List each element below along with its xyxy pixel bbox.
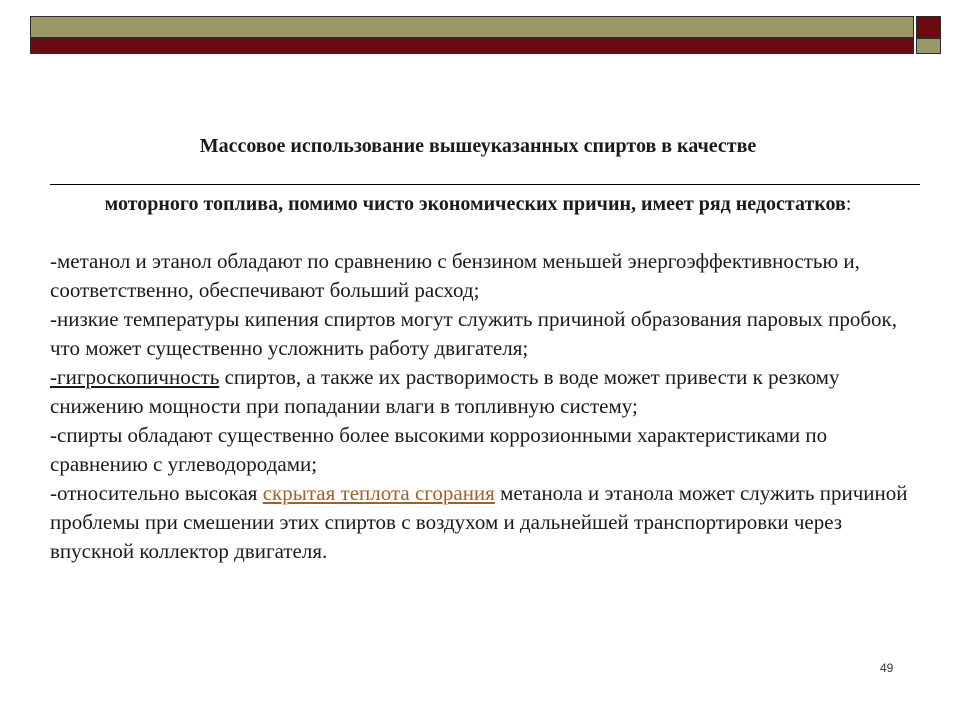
page-number: 49	[880, 661, 894, 675]
list-item-methanol-ethanol: -метанол и этанол обладают по сравнению с бензином меньшей энергоэффективностью и, соответственно, обеспечивают больший расход;	[50, 249, 860, 302]
list-item-hygroscopicity	[50, 363, 920, 421]
header-square-olive	[916, 38, 941, 54]
latent-heat-link[interactable]: скрытая теплота сгорания	[262, 481, 495, 505]
slide-body	[50, 247, 920, 566]
hygroscopicity-text: спиртов, а также их растворимость в воде может привести к резкому снижению мощности при попадании влаги в топливную систему;	[50, 365, 840, 418]
header-bar-red	[30, 38, 914, 54]
title-divider	[50, 184, 920, 185]
slide-title: Массовое использование вышеуказанных спиртов в качестве	[199, 135, 757, 157]
latent-heat-prefix: -относительно высокая	[50, 481, 263, 505]
slide-subtitle	[50, 190, 906, 218]
latent-heat-text: метанола и этанола может служить причиной проблемы при смешении этих спиртов с воздухом и дальнейшей транспортировки через впускной коллектор двигателя.	[50, 481, 908, 563]
header-square-red	[916, 16, 941, 38]
list-item-corrosion: -спирты обладают существенно более высокими коррозионными характеристиками по сравнению с углеводородами;	[50, 423, 828, 476]
subtitle-text: моторного топлива, помимо чисто экономических причин, имеет ряд недостатков	[104, 193, 846, 215]
list-item-latent-heat	[50, 479, 920, 566]
list-item-boiling-point: -низкие температуры кипения спиртов могут служить причиной образования паровых пробок, что может существенно усложнить работу двигателя;	[50, 307, 897, 360]
header-bar-olive	[30, 16, 914, 38]
subtitle-colon: :	[845, 193, 852, 215]
hygroscopicity-link[interactable]: -гигроскопичность	[50, 365, 220, 389]
